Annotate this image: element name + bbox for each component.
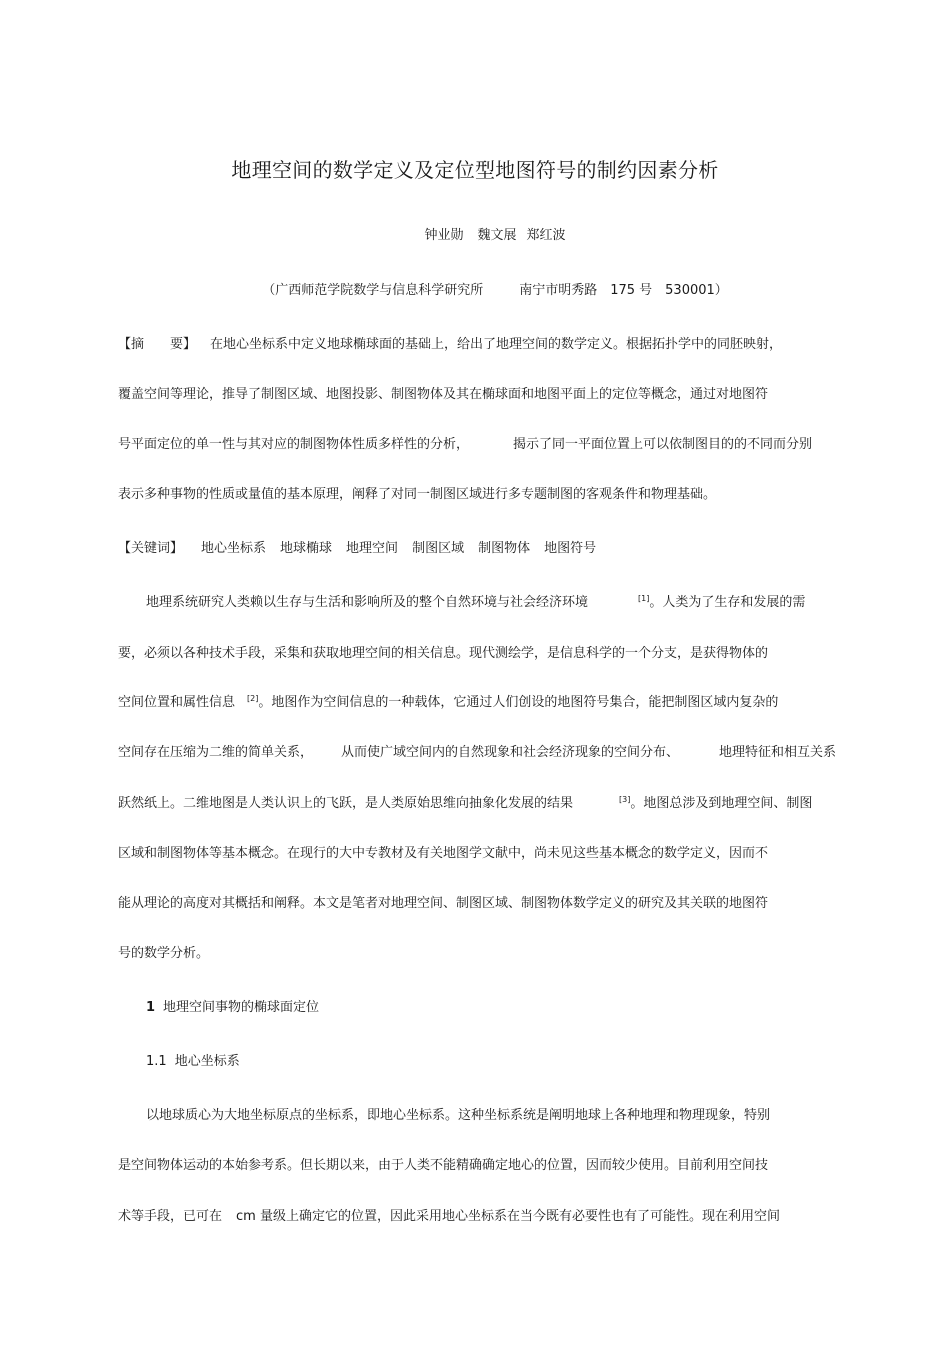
citation-ref: [3] [619, 795, 631, 804]
body-text: 跃然纸上。二维地图是人类认识上的飞跃，是人类原始思维向抽象化发展的结果 [118, 796, 574, 811]
body-text: 空间存在压缩为二维的简单关系， [118, 745, 314, 760]
keyword: 地图符号 [544, 541, 597, 556]
body-text: 术等手段，已可在 [118, 1209, 223, 1224]
section-heading [146, 999, 319, 1017]
body-text: 。地图总涉及到地理空间、制图 [630, 796, 813, 811]
body-line: 要，必须以各种技术手段，采集和获取地理空间的相关信息。现代测绘学，是信息科学的一个分支，是获得物体的 [118, 646, 769, 661]
body-text: 地理特征和相互关系 [719, 745, 837, 760]
keyword: 地心坐标系 [201, 541, 267, 556]
subsection-heading [146, 1053, 240, 1071]
abstract-line: 覆盖空间等理论，推导了制图区域、地图投影、制图物体及其在椭球面和地图平面上的定位等概念，通过对地图符 [118, 387, 769, 402]
author-name: 钟业勋 [424, 228, 464, 243]
abstract-label: 【摘 要】 [118, 337, 197, 352]
subsection-title: 地心坐标系 [174, 1054, 240, 1069]
keyword: 制图物体 [478, 541, 531, 556]
body-text: 地理系统研究人类赖以生存与生活和影响所及的整个自然环境与社会经济环境 [146, 595, 589, 610]
keyword: 地理空间 [346, 541, 399, 556]
body-text: 。人类为了生存和发展的需 [649, 595, 806, 610]
section-number: 1 [146, 1000, 156, 1015]
body-line: 号的数学分析。 [118, 946, 210, 961]
author-name: 郑红波 [526, 228, 566, 243]
abstract-text: 号平面定位的单一性与其对应的制图物体性质多样性的分析， [118, 437, 470, 452]
affiliation [0, 282, 950, 300]
body-line [118, 694, 778, 712]
author-name: 魏文展 [477, 228, 517, 243]
abstract-text: 在地心坐标系中定义地球椭球面的基础上，给出了地理空间的数学定义。根据拓扑学中的同胚映射， [210, 337, 783, 352]
body-text: cm 量级上确定它的位置，因此采用地心坐标系在当今既有必要性也有了可能性。现在利用空间 [236, 1209, 780, 1224]
body-line [118, 795, 812, 813]
abstract-line: 表示多种事物的性质或量值的基本原理，阐释了对同一制图区域进行多专题制图的客观条件和物理基础。 [118, 487, 717, 502]
body-text: 空间位置和属性信息 [118, 695, 236, 710]
subsection-number: 1.1 [146, 1054, 167, 1069]
body-text: 。地图作为空间信息的一种载体，它通过人们创设的地图符号集合，能把制图区域内复杂的 [258, 695, 779, 710]
body-line [118, 744, 836, 762]
body-line: 以地球质心为大地坐标原点的坐标系，即地心坐标系。这种坐标系统是阐明地球上各种地理和物理现象，特别 [146, 1108, 771, 1123]
citation-ref: [2] [247, 694, 259, 703]
body-line: 区域和制图物体等基本概念。在现行的大中专教材及有关地图学文献中，尚未见这些基本概念的数学定义，因而不 [118, 846, 769, 861]
body-line: 能从理论的高度对其概括和阐释。本文是笔者对地理空间、制图区域、制图物体数学定义的研究及其关联的地图符 [118, 896, 769, 911]
abstract-text: 揭示了同一平面位置上可以依制图目的的不同而分别 [513, 437, 813, 452]
body-line: 是空间物体运动的本始参考系。但长期以来，由于人类不能精确确定地心的位置，因而较少使用。目前利用空间技 [118, 1158, 769, 1173]
body-line [146, 594, 805, 612]
paper-title: 地理空间的数学定义及定位型地图符号的制约因素分析 [231, 158, 719, 182]
citation-ref: [1] [638, 594, 650, 603]
abstract-line [118, 336, 782, 354]
section-title: 地理空间事物的椭球面定位 [163, 1000, 320, 1015]
keywords-line [118, 540, 596, 558]
keywords-label: 【关键词】 [118, 541, 184, 556]
abstract-line [118, 436, 812, 454]
affiliation-address: 南宁市明秀路 175 号 530001） [519, 283, 728, 298]
body-text: 从而使广域空间内的自然现象和社会经济现象的空间分布、 [341, 745, 680, 760]
affiliation-institute: （广西师范学院数学与信息科学研究所 [262, 283, 484, 298]
keyword: 地球椭球 [280, 541, 333, 556]
keyword: 制图区域 [412, 541, 465, 556]
body-line [118, 1208, 780, 1226]
author-list [0, 227, 950, 245]
